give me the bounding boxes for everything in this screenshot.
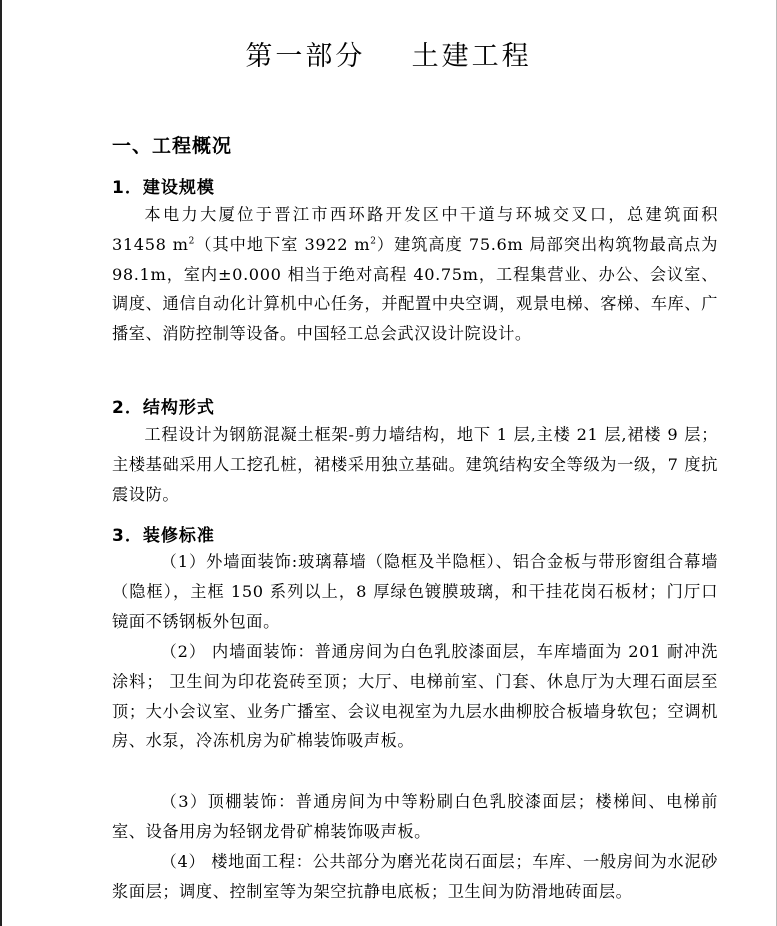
document-title: 第一部分 土建工程 — [245, 41, 532, 72]
list-item-exterior-wall: （1）外墙面装饰:玻璃幕墙（隐框及半隐框）、铝合金板与带形窗组合幕墙（隐框），主框 150 系列以上，8 厚绿色镀膜玻璃，和干挂花岗石板材；门厅口镜面不锈钢板外包面。 — [112, 552, 718, 631]
list-item-floor: （4） 楼地面工程：公共部分为磨光花岗石面层；车库、一般房间为水泥砂浆面层；调度、控制室等为架空抗静电底板；卫生间为防滑地砖面层。 — [112, 852, 718, 901]
subsection-heading-decoration-standard: 3．装修标准 — [112, 526, 215, 546]
list-item-ceiling: （3）顶棚装饰：普通房间为中等粉刷白色乳胶漆面层；楼梯间、电梯前室、设备用房为轻钢龙骨矿棉装饰吸声板。 — [112, 792, 718, 841]
superscript-2: 2 — [370, 236, 377, 247]
subsection-heading-structure-type: 2．结构形式 — [112, 398, 215, 418]
scale-text-part-1: 本电力大厦位于晋江市西环路开发区中干道与环城交叉口，总建筑面积 31458 m — [112, 205, 718, 254]
scale-text-part-2: （其中地下室 3922 m — [194, 234, 371, 254]
page-left-border — [0, 0, 2, 926]
section-heading-project-overview: 一、工程概况 — [112, 135, 233, 157]
subsection-heading-construction-scale: 1．建设规模 — [112, 178, 215, 198]
paragraph-structure-type: 工程设计为钢筋混凝土框架-剪力墙结构，地下 1 层,主楼 21 层,裙楼 9 层； 主楼基础采用人工挖孔桩，裙楼采用独立基础。建筑结构安全等级为一级，7 度抗震设防。 — [112, 425, 718, 504]
list-item-interior-wall: （2） 内墙面装饰：普通房间为白色乳胶漆面层，车库墙面为 201 耐冲洗涂料； 卫生间为印花瓷砖至顶；大厅、电梯前室、门套、休息厅为大理石面层至顶；大小会议室、业务广播室、会议电视室为九层水曲柳胶合板墙身软包；空调机房、水泵，冷冻机房为矿棉装饰吸声板。 — [112, 642, 718, 751]
superscript-1: 2 — [188, 236, 195, 247]
paragraph-construction-scale — [112, 200, 718, 349]
scale-text-part-3: ）建筑高度 75.6m 局部突出构筑物最高点为 98.1m，室内±0.000 相当于绝对高程 40.75m，工程集营业、办公、会议室、调度、通信自动化计算机中心任务，并配置中央空调，观景电梯、客梯、车库、广播室、消防控制等设备。中国轻工总会武汉设计院设计。 — [112, 234, 718, 344]
